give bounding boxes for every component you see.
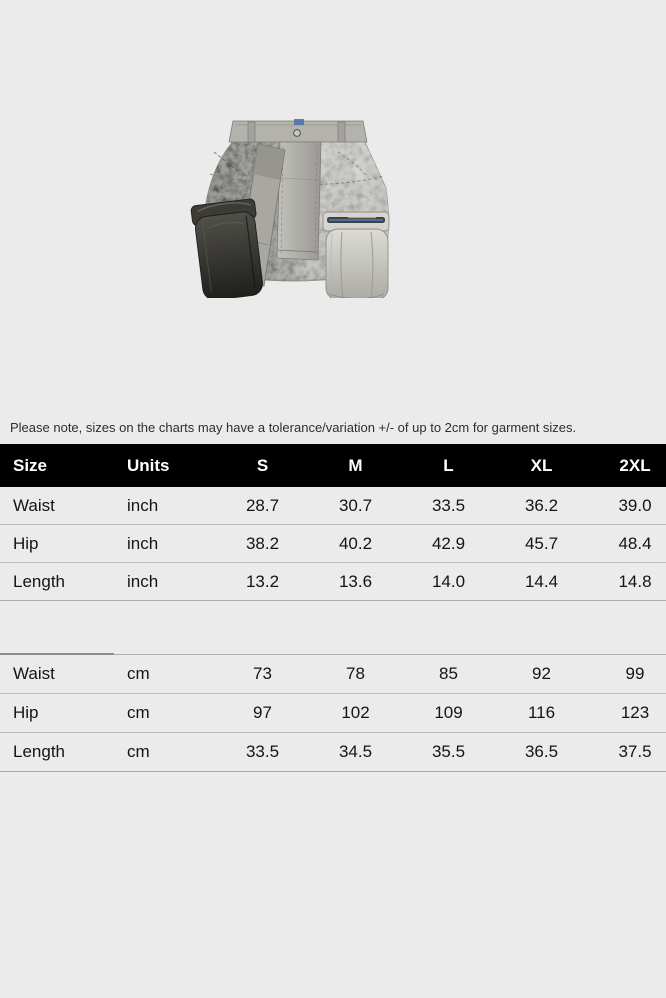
cell-value: 85 [402, 654, 495, 694]
row-label: Length [0, 733, 114, 772]
table-row-hip-cm [0, 694, 666, 733]
cell-value: 40.2 [309, 525, 402, 563]
right-cargo-pocket [323, 212, 389, 298]
header-row [0, 444, 666, 487]
cell-value: 78 [309, 654, 402, 694]
row-unit: inch [114, 487, 216, 525]
cell-value: 109 [402, 694, 495, 733]
cell-value: 37.5 [588, 733, 666, 772]
row-unit: cm [114, 694, 216, 733]
table-row-waist-cm [0, 654, 666, 694]
cell-value: 34.5 [309, 733, 402, 772]
cell-value: 73 [216, 654, 309, 694]
cell-value: 28.7 [216, 487, 309, 525]
cell-value: 14.0 [402, 563, 495, 601]
product-image [190, 118, 400, 298]
spacer-cell [0, 601, 114, 655]
row-unit: cm [114, 654, 216, 694]
col-header-units: Units [114, 444, 216, 487]
row-unit: cm [114, 733, 216, 772]
cell-value: 36.5 [495, 733, 588, 772]
cell-value: 102 [309, 694, 402, 733]
table-row-waist-inch [0, 487, 666, 525]
size-table [0, 444, 666, 772]
cell-value: 14.8 [588, 563, 666, 601]
cell-value: 30.7 [309, 487, 402, 525]
cell-value: 45.7 [495, 525, 588, 563]
cell-value: 38.2 [216, 525, 309, 563]
cell-value: 35.5 [402, 733, 495, 772]
row-unit: inch [114, 525, 216, 563]
cell-value: 92 [495, 654, 588, 694]
col-header-s: S [216, 444, 309, 487]
cell-value: 97 [216, 694, 309, 733]
cell-value: 13.2 [216, 563, 309, 601]
size-chart [0, 444, 666, 772]
col-header-l: L [402, 444, 495, 487]
cell-value: 123 [588, 694, 666, 733]
cell-value: 39.0 [588, 487, 666, 525]
cargo-skirt-graphic [190, 118, 400, 298]
skirt-waistband [229, 119, 367, 142]
row-label: Waist [0, 487, 114, 525]
cell-value: 33.5 [402, 487, 495, 525]
row-label: Waist [0, 654, 114, 694]
cell-value: 99 [588, 654, 666, 694]
table-row-length-cm [0, 733, 666, 772]
cell-value: 42.9 [402, 525, 495, 563]
cell-value: 13.6 [309, 563, 402, 601]
row-label: Hip [0, 525, 114, 563]
left-cargo-pocket [191, 198, 266, 298]
row-label: Length [0, 563, 114, 601]
size-tolerance-note: Please note, sizes on the charts may have a tolerance/variation +/- of up to 2cm for garment sizes. [10, 420, 577, 435]
table-row-length-inch [0, 563, 666, 601]
cell-value: 36.2 [495, 487, 588, 525]
row-unit: inch [114, 563, 216, 601]
cell-value: 116 [495, 694, 588, 733]
cell-value: 14.4 [495, 563, 588, 601]
col-header-m: M [309, 444, 402, 487]
spacer-cell [114, 601, 666, 655]
table-row-hip-inch [0, 525, 666, 563]
col-header-xl: XL [495, 444, 588, 487]
col-header-2xl: 2XL [588, 444, 666, 487]
col-header-size: Size [0, 444, 114, 487]
row-label: Hip [0, 694, 114, 733]
cell-value: 48.4 [588, 525, 666, 563]
table-spacer-row [0, 601, 666, 655]
cell-value: 33.5 [216, 733, 309, 772]
